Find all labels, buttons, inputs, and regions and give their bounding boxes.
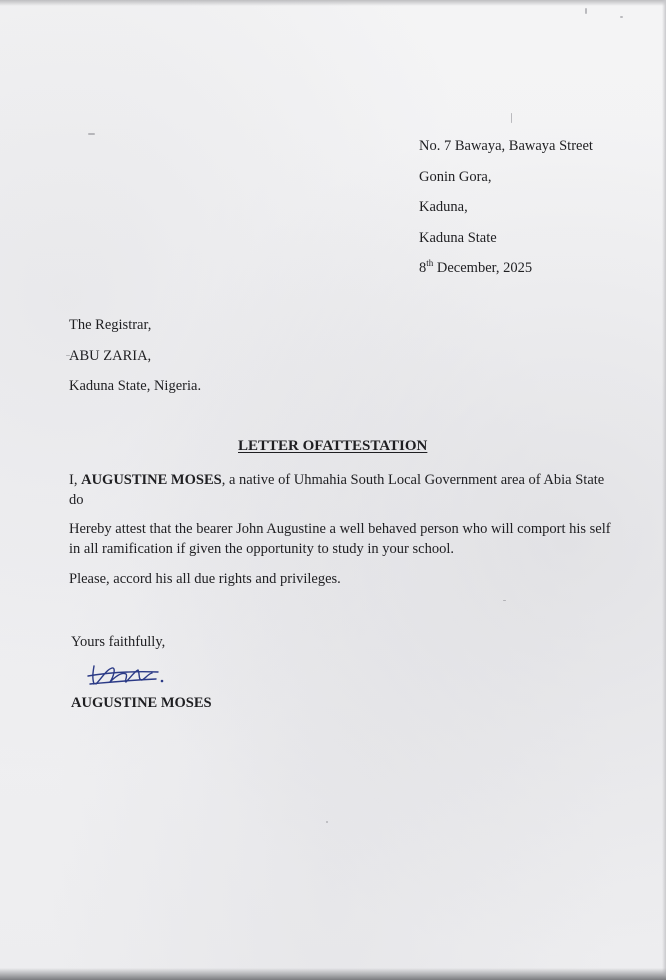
paragraph-request: Please, accord his all due rights and privileges.: [69, 571, 341, 587]
recipient-line: ABU ZARIA,: [69, 347, 152, 364]
recipient-line: The Registrar,: [69, 317, 152, 333]
scan-speck: [88, 133, 95, 135]
signatory-name: AUGUSTINE MOSES: [71, 695, 212, 711]
scan-speck: [585, 8, 587, 14]
scan-right-edge: [662, 0, 666, 980]
paragraph-declaration: [69, 470, 614, 510]
scan-speck: [326, 821, 328, 823]
date-rest: December, 2025: [433, 260, 533, 276]
sender-address-line: No. 7 Bawaya, Bawaya Street: [419, 138, 593, 154]
scan-speck: [503, 600, 506, 601]
closing-salutation: Yours faithfully,: [71, 634, 166, 650]
letter-date: [419, 253, 593, 284]
letter-title: LETTER OFATTESTATION: [238, 438, 428, 454]
signature-graphic: [86, 660, 172, 690]
sender-address: [419, 131, 593, 284]
sender-address-line: Gonin Gora,: [419, 168, 492, 185]
recipient-line: Kaduna State, Nigeria.: [69, 378, 202, 394]
declaration-rest: , a native of Uhmahia South Local Government area of Abia State do: [69, 472, 605, 508]
scan-bottom-edge: [0, 968, 666, 980]
scan-speck: [511, 113, 512, 123]
recipient-address: [69, 310, 201, 402]
declarant-name: AUGUSTINE MOSES: [81, 472, 222, 488]
declaration-prefix: I,: [69, 472, 82, 488]
date-day: 8: [419, 260, 427, 276]
scan-top-edge: [0, 0, 666, 6]
scan-speck: [620, 16, 623, 18]
paragraph-attestation: Hereby attest that the bearer John Augustine a well behaved person who will comport his self in all ramification if given the opportunity to study in your school.: [69, 521, 611, 557]
sender-address-line: Kaduna,: [419, 199, 468, 215]
date-suffix: th: [426, 258, 434, 268]
sender-address-line: Kaduna State: [419, 229, 497, 246]
